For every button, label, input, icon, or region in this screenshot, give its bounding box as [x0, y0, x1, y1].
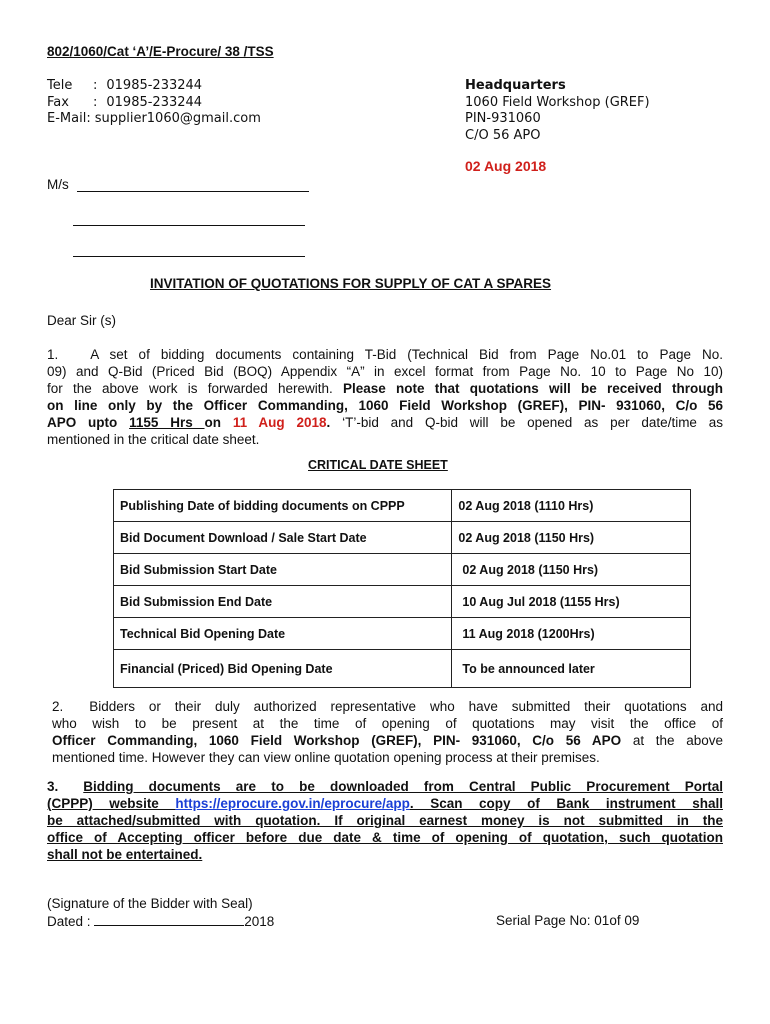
para-text: (CPPP) website [47, 796, 176, 811]
reference-number: 802/1060/Cat ‘A’/E-Procure/ 38 /TSS [47, 44, 274, 59]
para-number: 2. [52, 699, 64, 714]
serial-page-number: Serial Page No: 01of 09 [496, 913, 640, 928]
row-label: Bid Submission Start Date [114, 554, 452, 586]
para-line: mentioned in the critical date sheet. [47, 432, 260, 447]
deadline-time: 1155 Hrs [129, 415, 205, 430]
dated-label: Dated : [47, 914, 95, 929]
para-line [52, 732, 723, 749]
para-text: Bidders or their duly authorized representative who have submitted their quotations and [89, 699, 723, 714]
contact-sep: : [93, 94, 98, 110]
contact-sep: : [86, 111, 91, 126]
para-bold-text: on [204, 415, 233, 430]
para-text: ‘T’-bid and Q-bid will be opened as per date/time as [330, 415, 724, 430]
page-title: INVITATION OF QUOTATIONS FOR SUPPLY OF CAT A SPARES [150, 276, 552, 291]
row-value: 02 Aug 2018 (1110 Hrs) [452, 490, 691, 522]
contact-label: Tele [47, 78, 73, 93]
contact-sep: : [93, 78, 98, 93]
critical-date-sheet-heading: CRITICAL DATE SHEET [308, 458, 448, 472]
table-row [114, 618, 691, 650]
contact-label: Fax [47, 94, 69, 110]
para-number: 1. [47, 347, 59, 362]
contact-label: E-Mail [47, 111, 87, 126]
table-row [114, 586, 691, 618]
para-line [47, 346, 723, 363]
para-bold-text: Officer Commanding, 1060 Field Workshop (GREF), PIN- 931060, C/o 56 APO [52, 733, 622, 748]
para-text: . Scan copy of Bank instrument shall [409, 796, 723, 811]
letter-date: 02 Aug 2018 [465, 158, 547, 174]
contact-fax [47, 95, 261, 112]
critical-date-table [113, 489, 691, 688]
para-bold-text: . [326, 415, 331, 430]
para-line: office of Accepting officer before due date & time of opening of quotation, such quotation [47, 830, 723, 845]
row-label: Publishing Date of bidding documents on CPPP [114, 490, 452, 522]
ms-label: M/s [47, 177, 69, 192]
dated-line [47, 913, 274, 929]
row-value: 02 Aug 2018 (1150 Hrs) [452, 522, 691, 554]
para-bold-text: APO upto [47, 415, 130, 430]
contact-value: supplier1060@gmail.com [94, 111, 261, 126]
contact-block [47, 78, 261, 128]
table-row [114, 650, 691, 688]
paragraph-3 [47, 778, 723, 863]
signature-label: (Signature of the Bidder with Seal) [47, 896, 253, 911]
para-line: who wish to be present at the time of opening of quotations may visit the office of [52, 716, 723, 731]
ms-blank-line [77, 191, 309, 192]
row-value: 02 Aug 2018 (1150 Hrs) [452, 554, 691, 586]
para-number: 3. [47, 779, 59, 794]
row-value: 10 Aug Jul 2018 (1155 Hrs) [452, 586, 691, 618]
address-blank-line [73, 256, 305, 257]
deadline-date: 11 Aug 2018 [232, 415, 327, 430]
row-label: Technical Bid Opening Date [114, 618, 452, 650]
dated-year: 2018 [244, 914, 275, 929]
table-row [114, 490, 691, 522]
para-line: be attached/submitted with quotation. If original earnest money is not submitted in the [47, 813, 723, 828]
contact-tele [47, 78, 261, 95]
para-text: at the above [621, 733, 724, 748]
address-title: Headquarters [465, 78, 566, 93]
para-line: on line only by the Officer Commanding, 1060 Field Workshop (GREF), PIN- 931060, C/o 56 [47, 398, 723, 413]
para-text: Bidding documents are to be downloaded from Central Public Procurement Portal [83, 779, 723, 794]
row-label: Bid Document Download / Sale Start Date [114, 522, 452, 554]
contact-email [47, 111, 261, 128]
row-label: Bid Submission End Date [114, 586, 452, 618]
para-text: A set of bidding documents containing T-Bid (Technical Bid from Page No.01 to Page No. [90, 347, 723, 362]
table-row [114, 554, 691, 586]
address-line: 1060 Field Workshop (GREF) [465, 94, 650, 110]
para-line [47, 380, 723, 397]
contact-value: 01985-233244 [106, 94, 203, 110]
para-line [47, 414, 723, 431]
para-text: for the above work is forwarded herewith. [47, 381, 344, 396]
address-blank-line [73, 225, 305, 226]
paragraph-2 [52, 698, 723, 766]
row-value: To be announced later [452, 650, 691, 688]
para-line: 09) and Q-Bid (Priced Bid (BOQ) Appendix “A” in excel format from Page No. 10 to Page No 10) [47, 364, 723, 379]
dated-blank [94, 913, 244, 926]
para-line [47, 778, 723, 795]
para-line: shall not be entertained. [47, 847, 203, 862]
para-line: mentioned time. However they can view online quotation opening process at their premises. [52, 750, 600, 765]
para-bold-text: Please note that quotations will be received through [343, 381, 723, 396]
address-line: C/O 56 APO [465, 127, 541, 143]
para-line [52, 698, 723, 715]
address-block [465, 78, 650, 144]
address-line: PIN-931060 [465, 111, 541, 126]
para-line [47, 795, 723, 812]
salutation: Dear Sir (s) [47, 313, 117, 328]
contact-value: 01985-233244 [106, 78, 203, 93]
row-value: 11 Aug 2018 (1200Hrs) [452, 618, 691, 650]
table-row [114, 522, 691, 554]
cppp-link[interactable]: https://eprocure.gov.in/eprocure/app [175, 796, 410, 811]
row-label: Financial (Priced) Bid Opening Date [114, 650, 452, 688]
paragraph-1 [47, 346, 723, 448]
